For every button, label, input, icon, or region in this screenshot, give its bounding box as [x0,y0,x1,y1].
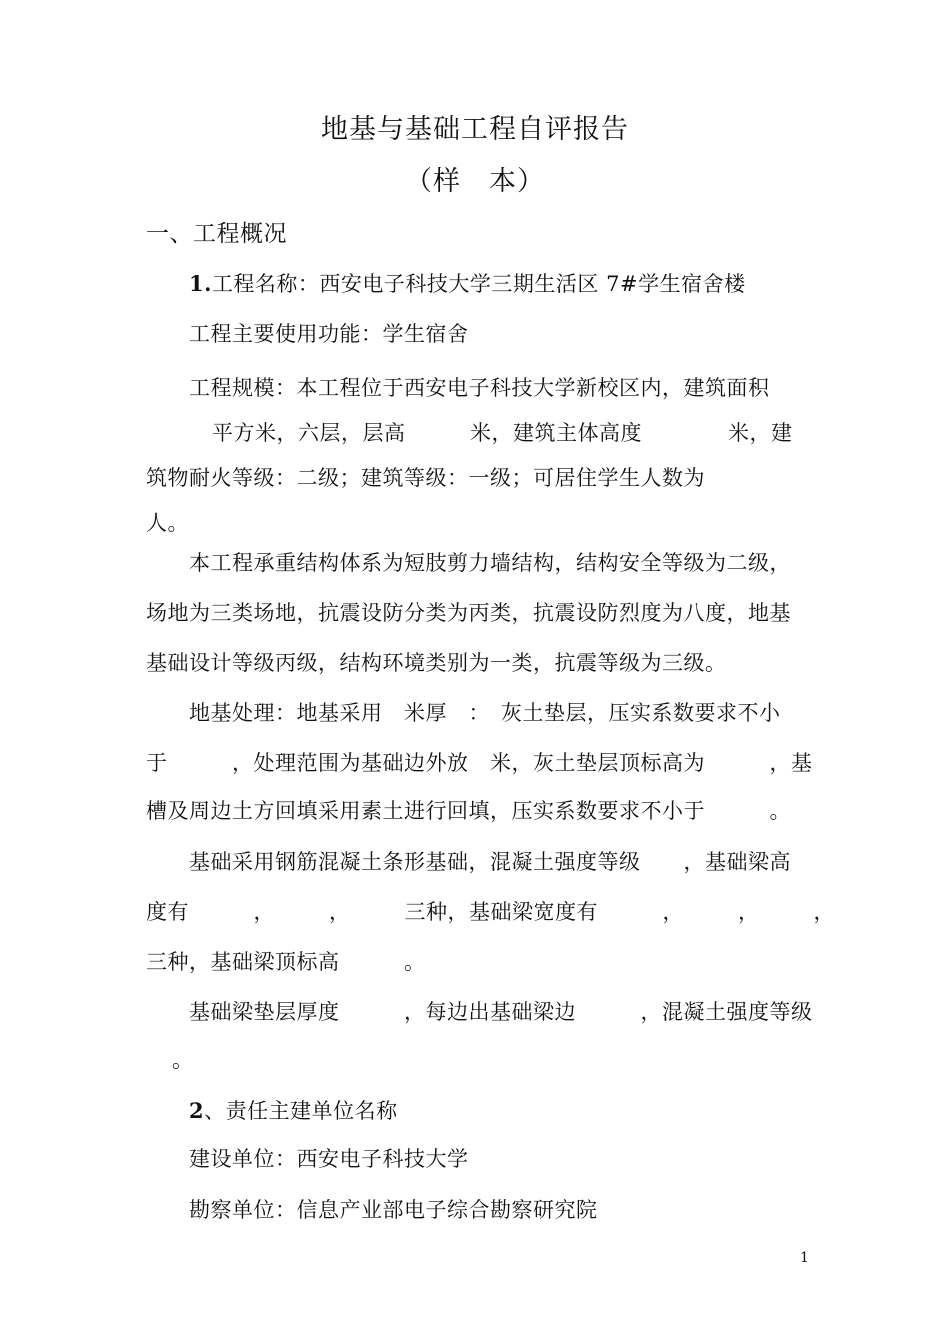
main-use-line: 工程主要使用功能：学生宿舍 [189,322,469,346]
document-title: 地基与基础工程自评报告 [321,114,629,145]
section-heading-overview: 一、工程概况 [146,221,287,247]
builder-line: 建设单位：西安电子科技大学 [189,1147,469,1171]
responsible-units-heading [189,1097,398,1125]
item1-number: 1. [189,271,212,296]
scale-line-4: 人。 [146,511,189,535]
project-name-line [189,270,746,298]
page-number: 1 [800,1250,809,1266]
ground-treatment-line-3: 槽及周边土方回填采用素土进行回填，压实系数要求不小于 。 [146,799,791,823]
scale-line-2: 平方米，六层，层高 米，建筑主体高度 米，建 [212,421,793,445]
foundation-line-2: 度有 ， ， 三种，基础梁宽度有 ， ， ， [146,900,835,924]
structure-line-3: 基础设计等级丙级，结构环境类别为一类，抗震等级为三级。 [146,651,727,675]
surveyor-line: 勘察单位：信息产业部电子综合勘察研究院 [189,1198,598,1222]
cushion-line-2: 。 [172,1048,194,1072]
scale-line-3: 筑物耐火等级：二级；建筑等级：一级；可居住学生人数为 [146,466,705,490]
ground-treatment-line-2: 于 ，处理范围为基础边外放 米，灰土垫层顶标高为 ，基 [146,751,813,775]
scale-line-1: 工程规模：本工程位于西安电子科技大学新校区内，建筑面积 [189,376,770,400]
structure-line-2: 场地为三类场地，抗震设防分类为丙类，抗震设防烈度为八度，地基 [146,601,791,625]
project-name-text: 工程名称：西安电子科技大学三期生活区 7#学生宿舍楼 [211,272,746,296]
responsible-units-text: 、责任主建单位名称 [204,1099,398,1123]
structure-line-1: 本工程承重结构体系为短肢剪力墙结构，结构安全等级为二级， [189,551,791,575]
item2-number: 2 [189,1098,205,1123]
cushion-line-1: 基础梁垫层厚度 ，每边出基础梁边 ，混凝土强度等级 [189,1000,813,1024]
ground-treatment-line-1: 地基处理：地基采用 米厚 ： 灰土垫层，压实系数要求不小 [189,701,781,725]
document-subtitle: （样 本） [405,166,545,197]
foundation-line-1: 基础采用钢筋混凝土条形基础，混凝土强度等级 ，基础梁高 [189,850,791,874]
foundation-line-3: 三种，基础梁顶标高 。 [146,950,426,974]
